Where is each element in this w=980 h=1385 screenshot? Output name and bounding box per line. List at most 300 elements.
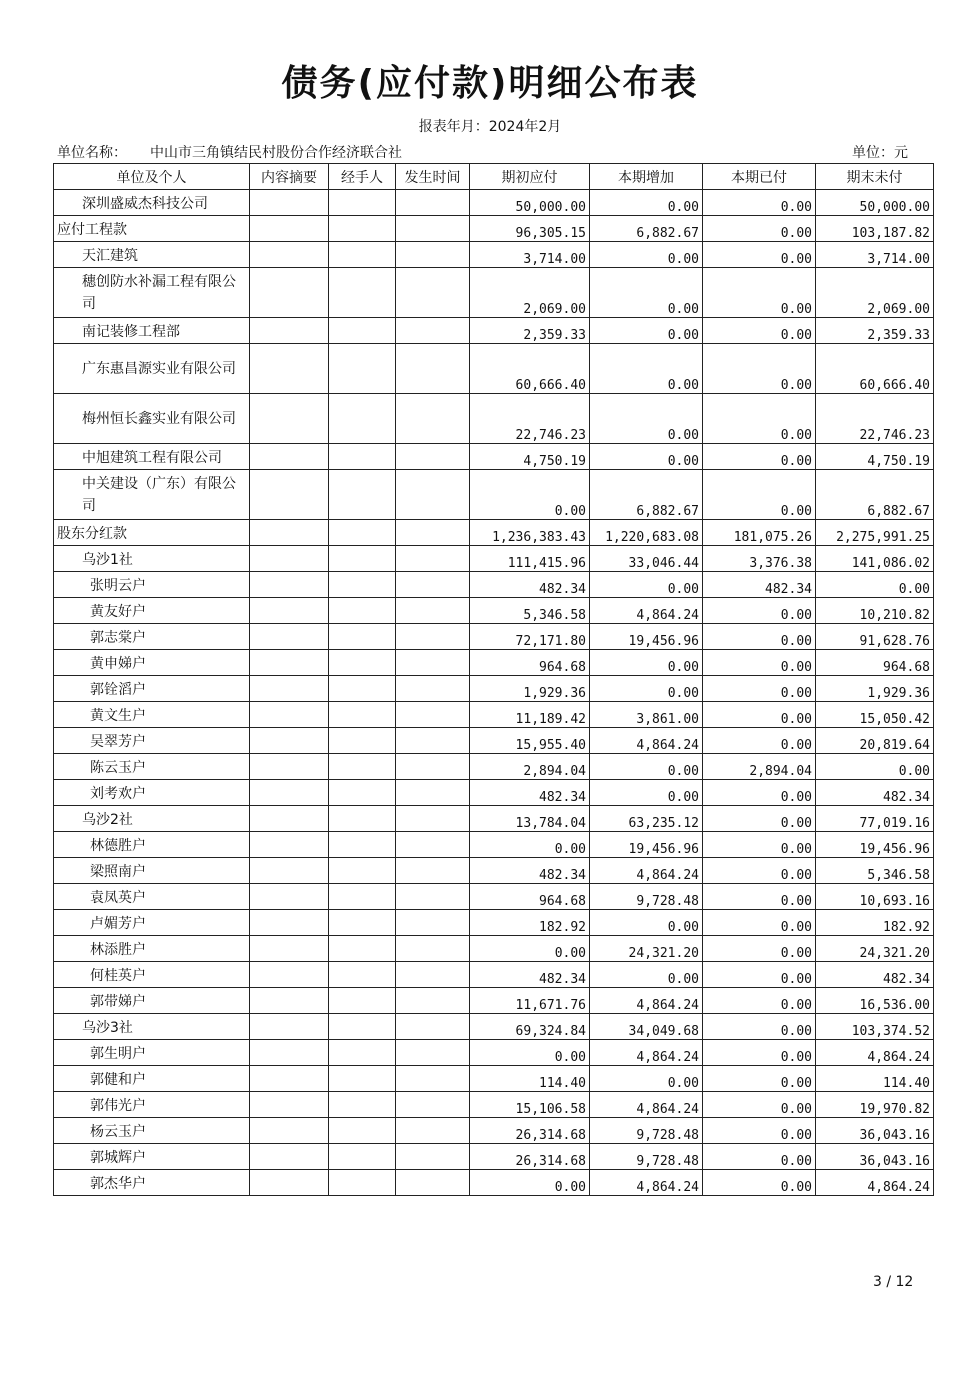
opening-payable-cell: 0.00	[470, 1040, 590, 1066]
date-cell	[396, 190, 470, 216]
period-paid-cell: 0.00	[703, 858, 816, 884]
summary-cell	[250, 216, 329, 242]
handler-cell	[329, 190, 396, 216]
opening-payable-cell: 26,314.68	[470, 1144, 590, 1170]
date-cell	[396, 546, 470, 572]
period-increase-cell: 0.00	[590, 394, 703, 444]
closing-unpaid-cell: 36,043.16	[816, 1144, 934, 1170]
summary-cell	[250, 988, 329, 1014]
summary-cell	[250, 650, 329, 676]
period-increase-cell: 4,864.24	[590, 598, 703, 624]
opening-payable-cell: 4,750.19	[470, 444, 590, 470]
date-cell	[396, 754, 470, 780]
closing-unpaid-cell: 103,374.52	[816, 1014, 934, 1040]
period-increase-cell: 4,864.24	[590, 1092, 703, 1118]
period-paid-cell: 2,894.04	[703, 754, 816, 780]
opening-payable-cell: 60,666.40	[470, 344, 590, 394]
closing-unpaid-cell: 20,819.64	[816, 728, 934, 754]
table-row	[54, 832, 934, 858]
entity-cell: 杨云玉户	[54, 1118, 250, 1144]
period-increase-cell: 24,321.20	[590, 936, 703, 962]
handler-cell	[329, 394, 396, 444]
table-row	[54, 910, 934, 936]
entity-cell: 乌沙3社	[54, 1014, 250, 1040]
closing-unpaid-cell: 5,346.58	[816, 858, 934, 884]
period-increase-cell: 9,728.48	[590, 1144, 703, 1170]
period-increase-cell: 0.00	[590, 962, 703, 988]
summary-cell	[250, 1066, 329, 1092]
entity-cell: 卢媚芳户	[54, 910, 250, 936]
table-row	[54, 242, 934, 268]
entity-cell: 天汇建筑	[54, 242, 250, 268]
date-cell	[396, 394, 470, 444]
summary-cell	[250, 470, 329, 520]
summary-cell	[250, 1014, 329, 1040]
closing-unpaid-cell: 182.92	[816, 910, 934, 936]
table-row	[54, 344, 934, 394]
opening-payable-cell: 482.34	[470, 858, 590, 884]
handler-cell	[329, 318, 396, 344]
period-paid-cell: 0.00	[703, 598, 816, 624]
period-paid-cell: 0.00	[703, 216, 816, 242]
currency-unit-label: 单位：元	[852, 145, 908, 161]
period-increase-cell: 0.00	[590, 444, 703, 470]
period-paid-cell: 0.00	[703, 650, 816, 676]
closing-unpaid-cell: 6,882.67	[816, 470, 934, 520]
date-cell	[396, 470, 470, 520]
handler-cell	[329, 344, 396, 394]
handler-cell	[329, 1040, 396, 1066]
closing-unpaid-cell: 91,628.76	[816, 624, 934, 650]
summary-cell	[250, 702, 329, 728]
period-increase-cell: 0.00	[590, 676, 703, 702]
closing-unpaid-cell: 77,019.16	[816, 806, 934, 832]
period-increase-cell: 0.00	[590, 344, 703, 394]
date-cell	[396, 936, 470, 962]
handler-cell	[329, 936, 396, 962]
handler-cell	[329, 444, 396, 470]
handler-cell	[329, 1170, 396, 1196]
closing-unpaid-cell: 4,750.19	[816, 444, 934, 470]
summary-cell	[250, 242, 329, 268]
summary-cell	[250, 318, 329, 344]
summary-cell	[250, 444, 329, 470]
opening-payable-cell: 13,784.04	[470, 806, 590, 832]
period-paid-cell: 0.00	[703, 676, 816, 702]
summary-cell	[250, 910, 329, 936]
period-paid-cell: 0.00	[703, 1040, 816, 1066]
table-row	[54, 318, 934, 344]
period-paid-cell: 0.00	[703, 1144, 816, 1170]
entity-cell: 黄友好户	[54, 598, 250, 624]
period-paid-cell: 0.00	[703, 242, 816, 268]
summary-cell	[250, 572, 329, 598]
period-increase-cell: 0.00	[590, 754, 703, 780]
entity-cell: 郭志棠户	[54, 624, 250, 650]
handler-cell	[329, 598, 396, 624]
opening-payable-cell: 15,106.58	[470, 1092, 590, 1118]
entity-cell: 郭伟光户	[54, 1092, 250, 1118]
table-body	[54, 190, 934, 1196]
closing-unpaid-cell: 103,187.82	[816, 216, 934, 242]
table-row	[54, 1092, 934, 1118]
date-cell	[396, 520, 470, 546]
period-increase-cell: 9,728.48	[590, 884, 703, 910]
summary-cell	[250, 754, 329, 780]
header-closing-unpaid: 期末未付	[816, 164, 934, 190]
period-paid-cell: 0.00	[703, 988, 816, 1014]
period-paid-cell: 0.00	[703, 962, 816, 988]
opening-payable-cell: 482.34	[470, 572, 590, 598]
unit-name-label: 单位名称：	[57, 145, 127, 161]
date-cell	[396, 1014, 470, 1040]
summary-cell	[250, 962, 329, 988]
period-paid-cell: 0.00	[703, 268, 816, 318]
date-cell	[396, 444, 470, 470]
opening-payable-cell: 50,000.00	[470, 190, 590, 216]
table-row	[54, 268, 934, 318]
table-row	[54, 1014, 934, 1040]
table-row	[54, 624, 934, 650]
closing-unpaid-cell: 3,714.00	[816, 242, 934, 268]
period-increase-cell: 3,861.00	[590, 702, 703, 728]
table-row	[54, 1144, 934, 1170]
opening-payable-cell: 0.00	[470, 936, 590, 962]
summary-cell	[250, 858, 329, 884]
header-period-paid: 本期已付	[703, 164, 816, 190]
period-paid-cell: 0.00	[703, 394, 816, 444]
period-paid-cell: 0.00	[703, 884, 816, 910]
closing-unpaid-cell: 0.00	[816, 754, 934, 780]
period-increase-cell: 1,220,683.08	[590, 520, 703, 546]
opening-payable-cell: 2,359.33	[470, 318, 590, 344]
opening-payable-cell: 482.34	[470, 780, 590, 806]
date-cell	[396, 780, 470, 806]
summary-cell	[250, 1092, 329, 1118]
unit-name-value: 中山市三角镇结民村股份合作经济联合社	[150, 145, 402, 161]
date-cell	[396, 1170, 470, 1196]
opening-payable-cell: 11,671.76	[470, 988, 590, 1014]
opening-payable-cell: 482.34	[470, 962, 590, 988]
opening-payable-cell: 111,415.96	[470, 546, 590, 572]
summary-cell	[250, 780, 329, 806]
table-row	[54, 754, 934, 780]
table-row	[54, 190, 934, 216]
handler-cell	[329, 780, 396, 806]
period-increase-cell: 63,235.12	[590, 806, 703, 832]
table-row	[54, 572, 934, 598]
date-cell	[396, 884, 470, 910]
table-row	[54, 936, 934, 962]
handler-cell	[329, 242, 396, 268]
opening-payable-cell: 964.68	[470, 650, 590, 676]
opening-payable-cell: 72,171.80	[470, 624, 590, 650]
date-cell	[396, 858, 470, 884]
summary-cell	[250, 806, 329, 832]
period-paid-cell: 0.00	[703, 624, 816, 650]
report-date: 报表年月：2024年2月	[418, 119, 562, 135]
header-summary: 内容摘要	[250, 164, 329, 190]
summary-cell	[250, 1144, 329, 1170]
closing-unpaid-cell: 482.34	[816, 962, 934, 988]
date-cell	[396, 1118, 470, 1144]
header-entity: 单位及个人	[54, 164, 250, 190]
closing-unpaid-cell: 22,746.23	[816, 394, 934, 444]
handler-cell	[329, 268, 396, 318]
date-cell	[396, 702, 470, 728]
period-increase-cell: 0.00	[590, 572, 703, 598]
opening-payable-cell: 0.00	[470, 1170, 590, 1196]
entity-cell: 穗创防水补漏工程有限公司	[54, 268, 250, 318]
summary-cell	[250, 546, 329, 572]
period-increase-cell: 0.00	[590, 650, 703, 676]
period-paid-cell: 0.00	[703, 832, 816, 858]
opening-payable-cell: 964.68	[470, 884, 590, 910]
date-cell	[396, 676, 470, 702]
handler-cell	[329, 962, 396, 988]
summary-cell	[250, 884, 329, 910]
summary-cell	[250, 1118, 329, 1144]
period-increase-cell: 4,864.24	[590, 988, 703, 1014]
period-increase-cell: 34,049.68	[590, 1014, 703, 1040]
closing-unpaid-cell: 141,086.02	[816, 546, 934, 572]
table-row	[54, 780, 934, 806]
handler-cell	[329, 806, 396, 832]
table-row	[54, 1170, 934, 1196]
closing-unpaid-cell: 10,693.16	[816, 884, 934, 910]
period-paid-cell: 482.34	[703, 572, 816, 598]
summary-cell	[250, 676, 329, 702]
entity-cell: 股东分红款	[54, 520, 250, 546]
summary-cell	[250, 728, 329, 754]
table-row	[54, 988, 934, 1014]
handler-cell	[329, 754, 396, 780]
closing-unpaid-cell: 50,000.00	[816, 190, 934, 216]
table-row	[54, 394, 934, 444]
period-increase-cell: 4,864.24	[590, 728, 703, 754]
handler-cell	[329, 1144, 396, 1170]
period-increase-cell: 4,864.24	[590, 858, 703, 884]
table-row	[54, 650, 934, 676]
table-row	[54, 702, 934, 728]
summary-cell	[250, 624, 329, 650]
closing-unpaid-cell: 4,864.24	[816, 1170, 934, 1196]
entity-cell: 刘考欢户	[54, 780, 250, 806]
handler-cell	[329, 728, 396, 754]
opening-payable-cell: 3,714.00	[470, 242, 590, 268]
period-paid-cell: 0.00	[703, 1092, 816, 1118]
opening-payable-cell: 1,929.36	[470, 676, 590, 702]
handler-cell	[329, 650, 396, 676]
entity-cell: 乌沙1社	[54, 546, 250, 572]
table-row	[54, 546, 934, 572]
period-paid-cell: 0.00	[703, 344, 816, 394]
closing-unpaid-cell: 19,456.96	[816, 832, 934, 858]
opening-payable-cell: 11,189.42	[470, 702, 590, 728]
handler-cell	[329, 858, 396, 884]
entity-cell: 深圳盛威杰科技公司	[54, 190, 250, 216]
handler-cell	[329, 1014, 396, 1040]
table-row	[54, 1040, 934, 1066]
entity-cell: 黄申娣户	[54, 650, 250, 676]
handler-cell	[329, 1066, 396, 1092]
period-increase-cell: 0.00	[590, 1066, 703, 1092]
entity-cell: 广东惠昌源实业有限公司	[54, 344, 250, 394]
closing-unpaid-cell: 2,069.00	[816, 268, 934, 318]
entity-cell: 何桂英户	[54, 962, 250, 988]
closing-unpaid-cell: 4,864.24	[816, 1040, 934, 1066]
date-cell	[396, 806, 470, 832]
opening-payable-cell: 2,069.00	[470, 268, 590, 318]
table-row	[54, 806, 934, 832]
entity-cell: 乌沙2社	[54, 806, 250, 832]
date-cell	[396, 1092, 470, 1118]
closing-unpaid-cell: 60,666.40	[816, 344, 934, 394]
period-increase-cell: 33,046.44	[590, 546, 703, 572]
header-handler: 经手人	[329, 164, 396, 190]
summary-cell	[250, 598, 329, 624]
table-row	[54, 444, 934, 470]
period-increase-cell: 0.00	[590, 268, 703, 318]
page-title: 债务(应付款)明细公布表	[281, 63, 699, 104]
period-increase-cell: 4,864.24	[590, 1040, 703, 1066]
period-paid-cell: 0.00	[703, 318, 816, 344]
closing-unpaid-cell: 10,210.82	[816, 598, 934, 624]
handler-cell	[329, 520, 396, 546]
entity-cell: 林添胜户	[54, 936, 250, 962]
period-paid-cell: 0.00	[703, 1118, 816, 1144]
summary-cell	[250, 394, 329, 444]
opening-payable-cell: 1,236,383.43	[470, 520, 590, 546]
date-cell	[396, 624, 470, 650]
entity-cell: 南记装修工程部	[54, 318, 250, 344]
period-paid-cell: 0.00	[703, 728, 816, 754]
handler-cell	[329, 546, 396, 572]
period-paid-cell: 0.00	[703, 1014, 816, 1040]
closing-unpaid-cell: 964.68	[816, 650, 934, 676]
entity-cell: 袁凤英户	[54, 884, 250, 910]
date-cell	[396, 598, 470, 624]
handler-cell	[329, 676, 396, 702]
period-increase-cell: 0.00	[590, 242, 703, 268]
table-row	[54, 1118, 934, 1144]
period-paid-cell: 0.00	[703, 806, 816, 832]
entity-cell: 中旭建筑工程有限公司	[54, 444, 250, 470]
date-cell	[396, 728, 470, 754]
opening-payable-cell: 0.00	[470, 832, 590, 858]
date-cell	[396, 344, 470, 394]
entity-cell: 应付工程款	[54, 216, 250, 242]
entity-cell: 郭杰华户	[54, 1170, 250, 1196]
closing-unpaid-cell: 1,929.36	[816, 676, 934, 702]
period-paid-cell: 0.00	[703, 1170, 816, 1196]
period-paid-cell: 0.00	[703, 1066, 816, 1092]
opening-payable-cell: 5,346.58	[470, 598, 590, 624]
header-date: 发生时间	[396, 164, 470, 190]
table-row	[54, 962, 934, 988]
handler-cell	[329, 572, 396, 598]
period-increase-cell: 9,728.48	[590, 1118, 703, 1144]
period-paid-cell: 181,075.26	[703, 520, 816, 546]
handler-cell	[329, 832, 396, 858]
entity-cell: 中关建设（广东）有限公司	[54, 470, 250, 520]
date-cell	[396, 1040, 470, 1066]
handler-cell	[329, 1092, 396, 1118]
entity-cell: 林德胜户	[54, 832, 250, 858]
opening-payable-cell: 26,314.68	[470, 1118, 590, 1144]
date-cell	[396, 268, 470, 318]
date-cell	[396, 988, 470, 1014]
date-cell	[396, 832, 470, 858]
period-increase-cell: 0.00	[590, 910, 703, 936]
closing-unpaid-cell: 2,275,991.25	[816, 520, 934, 546]
page-number: 3 / 12	[873, 1274, 914, 1290]
date-cell	[396, 242, 470, 268]
handler-cell	[329, 624, 396, 650]
header-opening-payable: 期初应付	[470, 164, 590, 190]
header-period-increase: 本期增加	[590, 164, 703, 190]
period-increase-cell: 0.00	[590, 318, 703, 344]
payables-table	[53, 163, 934, 1196]
period-paid-cell: 3,376.38	[703, 546, 816, 572]
closing-unpaid-cell: 19,970.82	[816, 1092, 934, 1118]
opening-payable-cell: 96,305.15	[470, 216, 590, 242]
period-paid-cell: 0.00	[703, 910, 816, 936]
table-row	[54, 884, 934, 910]
entity-cell: 陈云玉户	[54, 754, 250, 780]
period-increase-cell: 19,456.96	[590, 624, 703, 650]
summary-cell	[250, 832, 329, 858]
closing-unpaid-cell: 15,050.42	[816, 702, 934, 728]
date-cell	[396, 962, 470, 988]
opening-payable-cell: 22,746.23	[470, 394, 590, 444]
date-cell	[396, 1066, 470, 1092]
period-increase-cell: 0.00	[590, 190, 703, 216]
table-row	[54, 470, 934, 520]
opening-payable-cell: 182.92	[470, 910, 590, 936]
summary-cell	[250, 268, 329, 318]
opening-payable-cell: 2,894.04	[470, 754, 590, 780]
entity-cell: 梁照南户	[54, 858, 250, 884]
summary-cell	[250, 1040, 329, 1066]
table-row	[54, 858, 934, 884]
date-cell	[396, 1144, 470, 1170]
opening-payable-cell: 114.40	[470, 1066, 590, 1092]
table-row	[54, 728, 934, 754]
handler-cell	[329, 884, 396, 910]
period-paid-cell: 0.00	[703, 780, 816, 806]
date-cell	[396, 318, 470, 344]
summary-cell	[250, 344, 329, 394]
closing-unpaid-cell: 36,043.16	[816, 1118, 934, 1144]
handler-cell	[329, 1118, 396, 1144]
period-paid-cell: 0.00	[703, 470, 816, 520]
closing-unpaid-cell: 2,359.33	[816, 318, 934, 344]
entity-cell: 郭城辉户	[54, 1144, 250, 1170]
closing-unpaid-cell: 16,536.00	[816, 988, 934, 1014]
opening-payable-cell: 15,955.40	[470, 728, 590, 754]
date-cell	[396, 650, 470, 676]
closing-unpaid-cell: 0.00	[816, 572, 934, 598]
opening-payable-cell: 0.00	[470, 470, 590, 520]
period-increase-cell: 4,864.24	[590, 1170, 703, 1196]
entity-cell: 郭健和户	[54, 1066, 250, 1092]
date-cell	[396, 910, 470, 936]
summary-cell	[250, 190, 329, 216]
period-paid-cell: 0.00	[703, 444, 816, 470]
period-paid-cell: 0.00	[703, 702, 816, 728]
table-row	[54, 598, 934, 624]
